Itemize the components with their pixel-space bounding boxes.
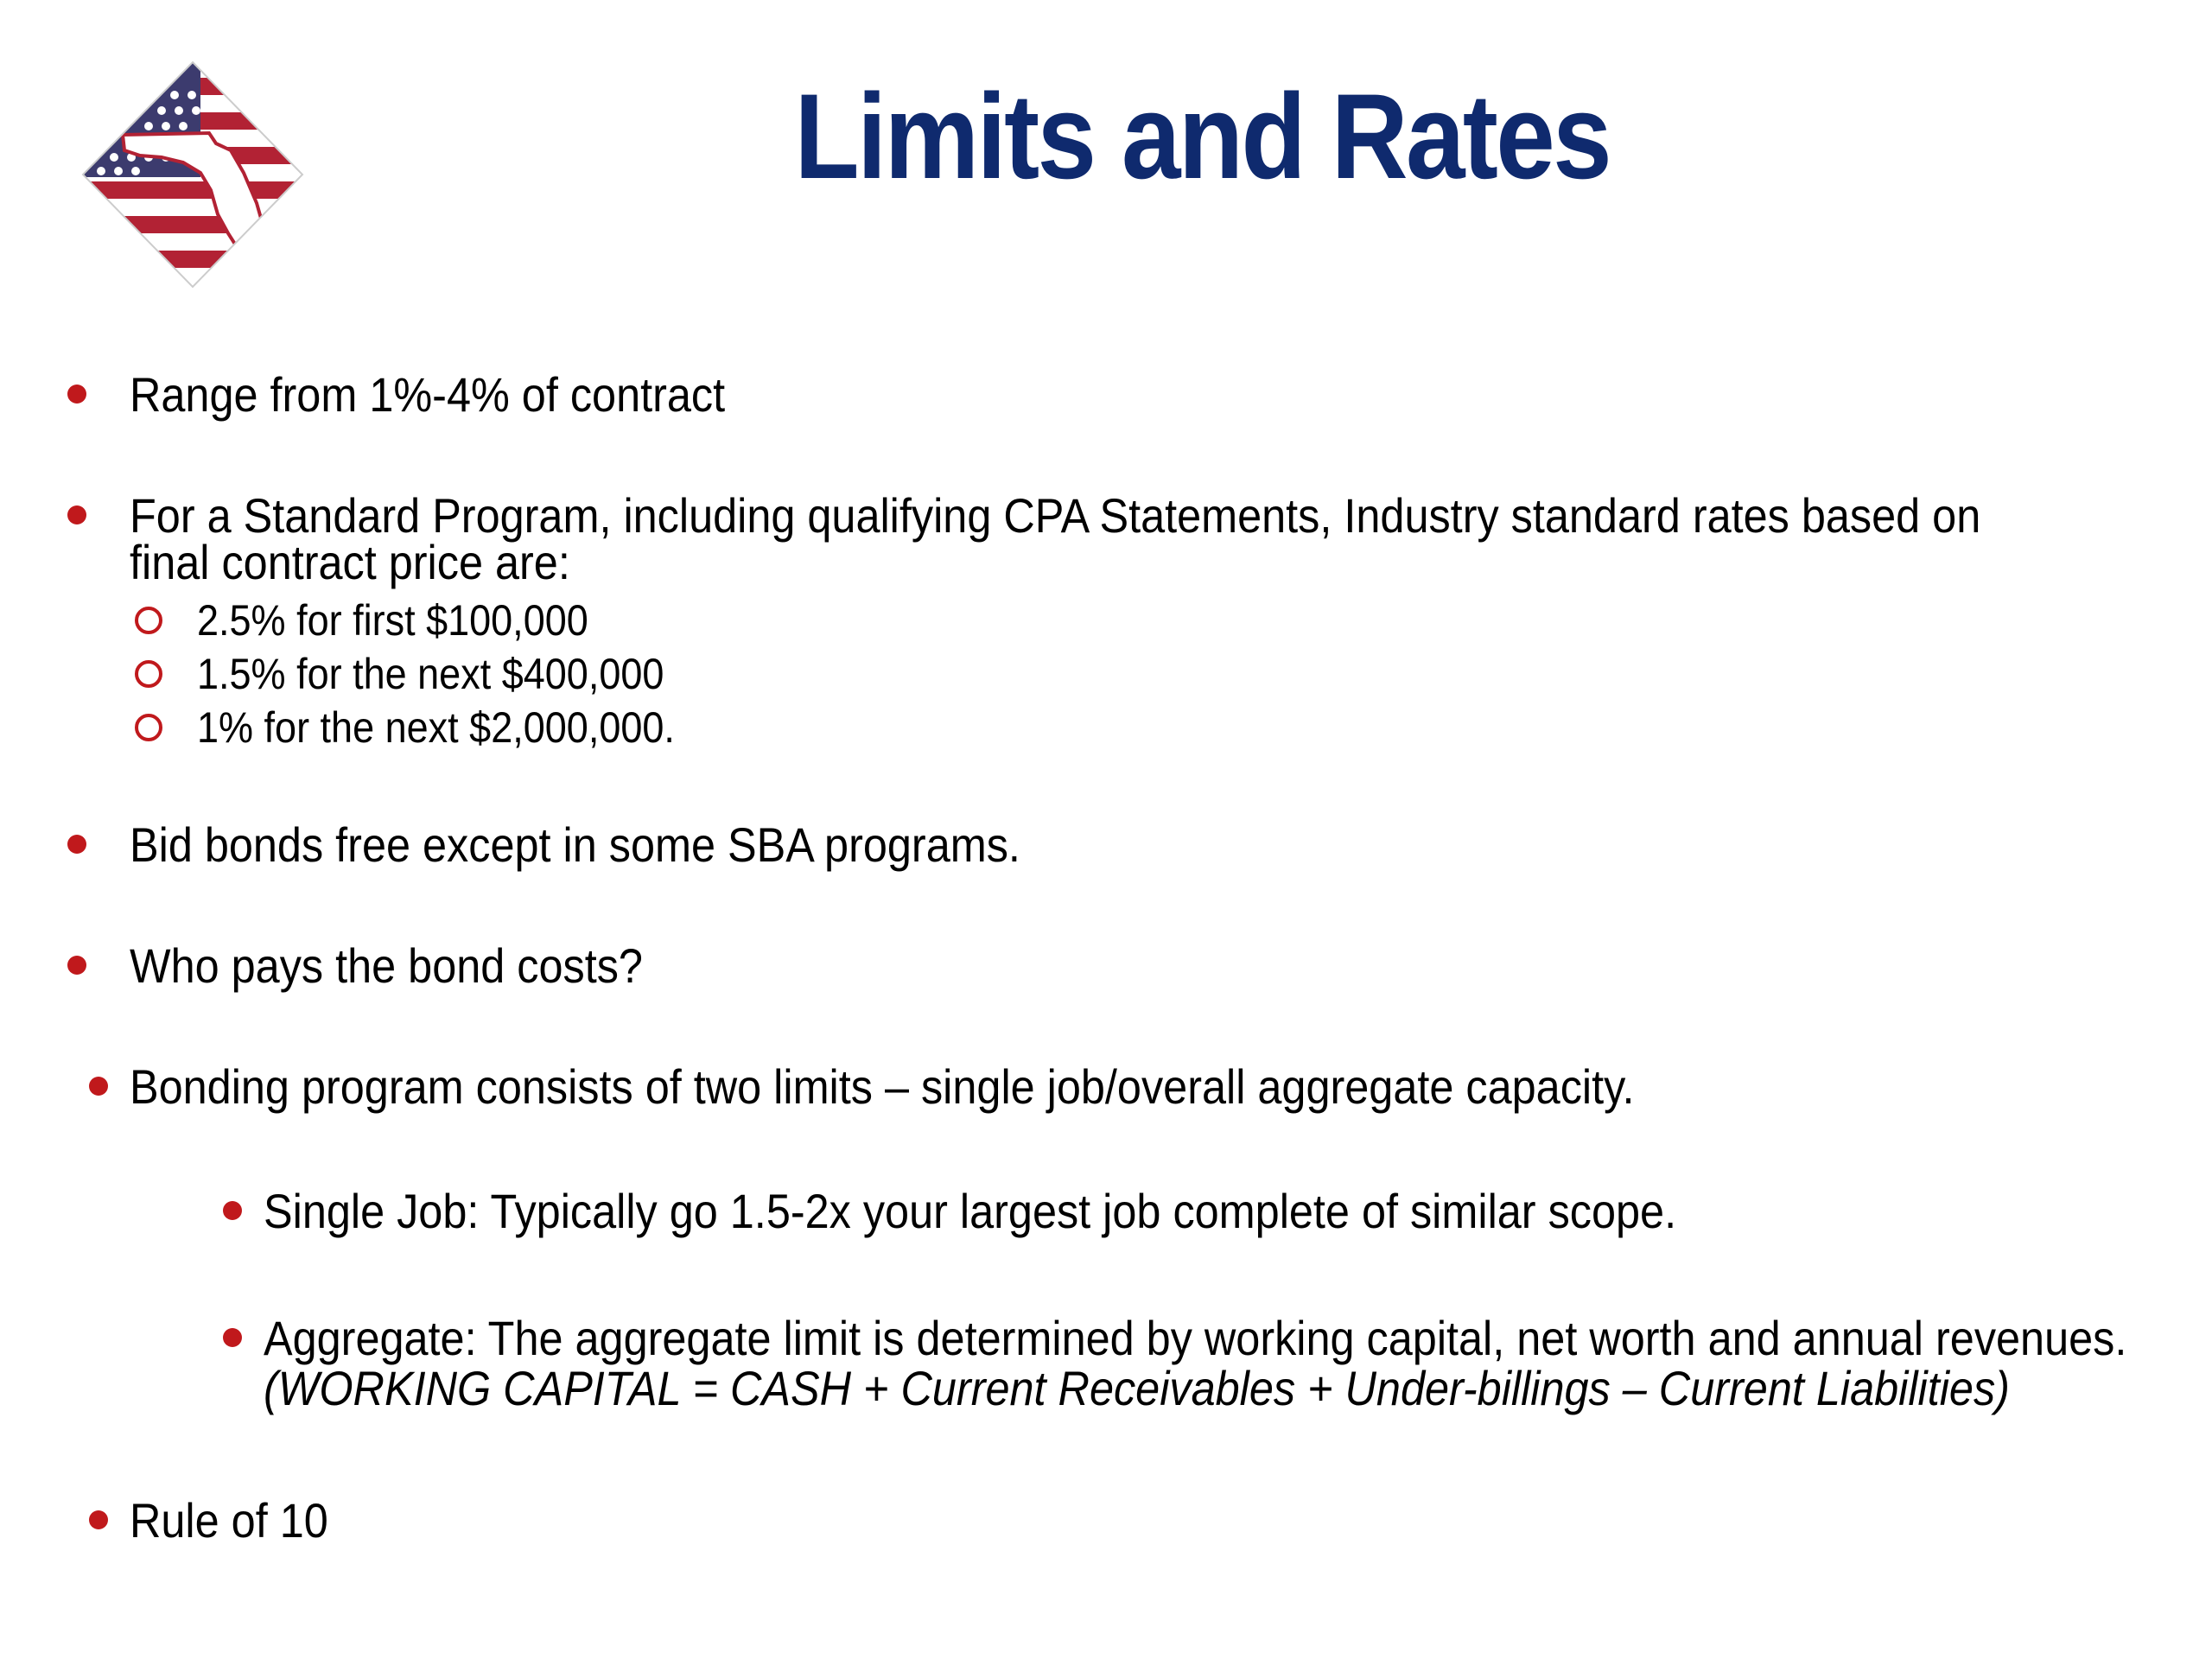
sub-bullet-marker — [135, 714, 162, 741]
rate-item: 2.5% for first $100,000 — [197, 596, 588, 645]
bullet-program-limits: Bonding program consists of two limits – single job/overall aggregate capacity. — [130, 1059, 1635, 1114]
bullet-standard-line1: For a Standard Program, including qualifying CPA Statements, Industry standard rates based on — [130, 488, 1981, 543]
slide-title: Limits and Rates — [794, 68, 1611, 204]
bullet-marker — [67, 835, 86, 854]
bullet-standard-line2: final contract price are: — [130, 535, 570, 589]
bullet-aggregate-line1: Aggregate: The aggregate limit is determined by working capital, net worth and annual revenues. — [264, 1311, 2127, 1365]
bullet-single-job: Single Job: Typically go 1.5-2x your largest job complete of similar scope. — [264, 1184, 1677, 1238]
sub-bullet-marker — [135, 660, 162, 688]
bullet-marker — [67, 956, 86, 975]
bullet-marker — [223, 1201, 242, 1220]
bullet-marker — [223, 1328, 242, 1347]
rate-item: 1% for the next $2,000,000. — [197, 703, 675, 752]
bullet-marker — [67, 505, 86, 524]
bullet-marker — [89, 1077, 108, 1096]
bullet-who-pays: Who pays the bond costs? — [130, 938, 643, 993]
sub-bullet-marker — [135, 607, 162, 634]
rate-item: 1.5% for the next $400,000 — [197, 650, 664, 698]
bullet-bid-bonds: Bid bonds free except in some SBA programs. — [130, 817, 1020, 872]
bullet-marker — [89, 1510, 108, 1529]
bullet-aggregate-line2: (WORKING CAPITAL = CASH + Current Receivables + Under-billings – Current Liabilities) — [264, 1361, 2010, 1415]
bullet-marker — [67, 385, 86, 404]
bullet-rule-of-10: Rule of 10 — [130, 1493, 328, 1548]
bullet-range: Range from 1%-4% of contract — [130, 367, 726, 422]
